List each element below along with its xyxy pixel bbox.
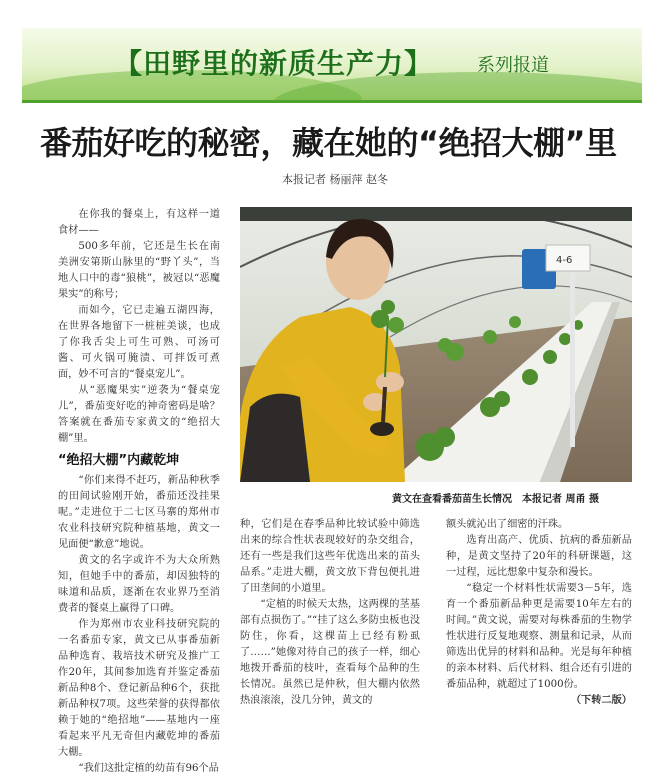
section-banner — [22, 28, 642, 103]
paragraph: 种，它们是在春季品种比较试验中筛选出来的综合性状表现较好的杂交组合，还有一些是我们这些年优选出来的苗头品系。”走进大棚，黄文放下背包便扎进了田垄间的小道里。 — [240, 519, 420, 594]
paragraph: “我们这批定植的幼苗有96个品 — [78, 763, 219, 774]
article-column-2 — [240, 517, 420, 709]
paragraph: 黄文的名字或许不为大众所熟知，但她手中的番茄，却因独特的味道和品质，逐渐在农业界乃至消费者的餐桌上赢得了口碑。 — [58, 555, 220, 614]
banner-subtitle: 系列报道 — [477, 55, 549, 76]
paragraph: 额头就沁出了细密的汗珠。 — [446, 519, 569, 530]
paragraph: 在你我的餐桌上，有这样一道食材—— — [58, 209, 220, 236]
plant-tag-label: 4-6 — [556, 255, 573, 266]
paragraph: “你们来得不赶巧，新品种秋季的田间试验刚开始，番茄还没挂果呢。”走进位于二七区马寨的郑州市农业科技研究院种植基地，黄文一见面便“歉意”地说。 — [58, 475, 220, 550]
banner-title: 【田野里的新质生产力】 — [114, 47, 434, 80]
paragraph: 选育出高产、优质、抗病的番茄新品种，是黄文坚持了20年的科研课题，这一过程，远比想象中复杂和漫长。 — [446, 535, 632, 578]
paragraph: 从“恶魔果实”逆袭为“餐桌宠儿”，番茄变好吃的神奇密码是啥？答案就在番茄专家黄文的“绝招大棚”里。 — [58, 385, 220, 444]
section-heading: “绝招大棚”内藏乾坤 — [58, 453, 180, 468]
photo-caption: 黄文在查看番茄苗生长情况 本报记者 周甬 摄 — [392, 494, 599, 505]
paragraph: “稳定一个材料性状需要3－5年，选育一个番茄新品种更是需要10年左右的时间。”黄文说，需要对每株番茄的生物学性状进行反复地观察、测量和记录，从而筛选出优异的材料和品种。光是每年种植的亲本材料、后代材料、组合还有引进的番茄品种，就超过了1000份。 — [446, 583, 632, 690]
article-column-1 — [58, 207, 220, 777]
article-photo — [240, 207, 632, 482]
paragraph: 500多年前，它还是生长在南美洲安第斯山脉里的“野丫头”，当地人口中的毒“狼桃”，被冠以“恶魔果实”的称号； — [58, 241, 220, 300]
article-headline: 番茄好吃的秘密，藏在她的“绝招大棚”里 — [40, 124, 617, 162]
continued-note-wrapper — [446, 693, 632, 709]
article-column-3 — [446, 517, 632, 709]
article-byline: 本报记者 杨丽萍 赵冬 — [282, 173, 388, 186]
paragraph: 作为郑州市农业科技研究院的一名番茄专家，黄文已从事番茄新品种选育、栽培技术研究及推广工作20年，其间参加选育并鉴定番茄新品种8个、登记新品种6个，获批新品种权7项。这些荣誉的获得都依赖于她的“绝招地”——基地内一座看起来平凡无奇但内藏乾坤的番茄大棚。 — [58, 619, 220, 758]
continued-on-page-note: （下转二版） — [570, 695, 632, 706]
paragraph: 而如今，它已走遍五湖四海，在世界各地留下一桩桩美谈，也成了你我舌尖上可生可熟、可汤可酱、可火锅可腌渍、可拌饭可煮面，妙不可言的“餐桌宠儿”。 — [58, 305, 220, 380]
paragraph: “定植的时候天太热，这两棵的茎基部有点损伤了。”“挂了这么多防虫板也没防住，你看，这棵苗上已经有粉虱了……”她像对待自己的孩子一样，细心地拨开番茄的枝叶，查看每个品种的生长情况。虽然已是仲秋，但大棚内依然热浪滚滚，没几分钟，黄文的 — [240, 599, 420, 706]
greenhouse-photo-illustration — [240, 207, 632, 482]
